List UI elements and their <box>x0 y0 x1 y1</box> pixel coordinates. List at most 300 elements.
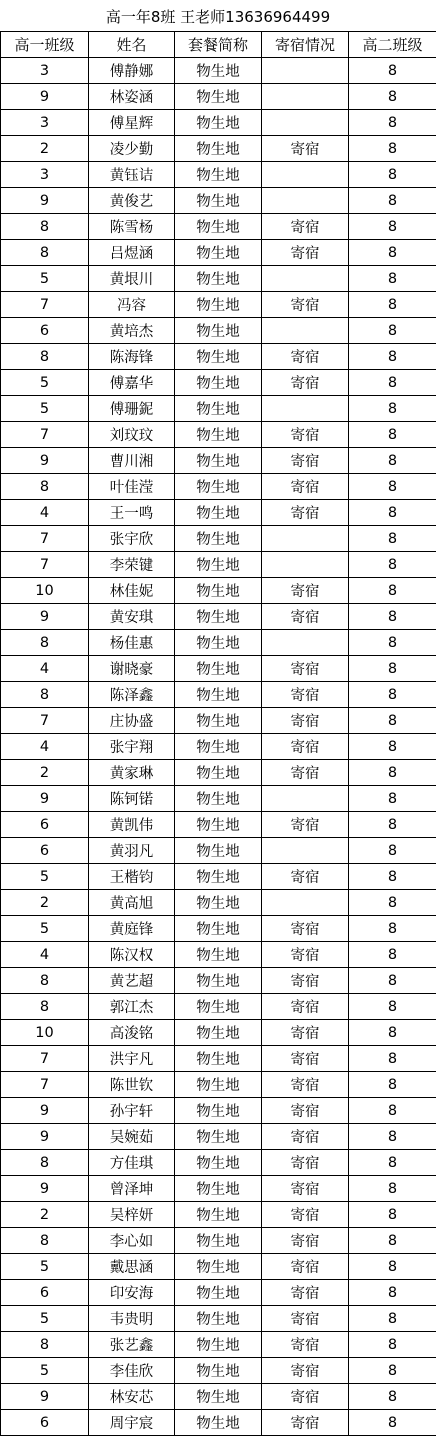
subject-combo-cell[interactable]: 物生地 <box>175 890 262 916</box>
name-cell[interactable]: 黄艺超 <box>89 968 175 994</box>
subject-combo-cell[interactable]: 物生地 <box>175 318 262 344</box>
name-cell[interactable]: 陈钶锘 <box>89 786 175 812</box>
grade2-class-cell[interactable]: 8 <box>349 1046 436 1072</box>
grade2-class-cell[interactable]: 8 <box>349 552 436 578</box>
name-cell[interactable]: 刘玟玟 <box>89 422 175 448</box>
grade2-class-cell[interactable]: 8 <box>349 968 436 994</box>
grade2-class-cell[interactable]: 8 <box>349 942 436 968</box>
subject-combo-cell[interactable]: 物生地 <box>175 604 262 630</box>
subject-combo-cell[interactable]: 物生地 <box>175 1176 262 1202</box>
grade1-class-cell[interactable]: 2 <box>1 760 89 786</box>
table-row <box>1 1280 436 1306</box>
grade1-class-cell[interactable]: 9 <box>1 1124 89 1150</box>
table-row <box>1 1306 436 1332</box>
grade1-class-cell[interactable]: 8 <box>1 682 89 708</box>
boarding-status-cell[interactable]: 寄宿 <box>262 916 349 942</box>
boarding-status-cell[interactable]: 寄宿 <box>262 812 349 838</box>
grade2-class-cell[interactable]: 8 <box>349 84 436 110</box>
name-cell[interactable]: 王一鸣 <box>89 500 175 526</box>
grade1-class-cell[interactable]: 9 <box>1 1384 89 1410</box>
boarding-status-cell[interactable]: 寄宿 <box>262 1228 349 1254</box>
table-row <box>1 396 436 422</box>
grade1-class-cell[interactable]: 8 <box>1 240 89 266</box>
name-cell[interactable]: 吴婉茹 <box>89 1124 175 1150</box>
grade2-class-cell[interactable]: 8 <box>349 1098 436 1124</box>
subject-combo-cell[interactable]: 物生地 <box>175 708 262 734</box>
grade2-class-cell[interactable]: 8 <box>349 1332 436 1358</box>
table-row <box>1 474 436 500</box>
grade2-class-cell[interactable]: 8 <box>349 734 436 760</box>
grade2-class-cell[interactable]: 8 <box>349 318 436 344</box>
subject-combo-cell[interactable]: 物生地 <box>175 266 262 292</box>
grade1-class-cell[interactable]: 9 <box>1 1176 89 1202</box>
boarding-status-cell[interactable] <box>262 396 349 422</box>
name-cell[interactable]: 吴梓妍 <box>89 1202 175 1228</box>
grade1-class-cell[interactable]: 9 <box>1 84 89 110</box>
grade1-class-cell[interactable]: 10 <box>1 578 89 604</box>
grade2-class-cell[interactable]: 8 <box>349 136 436 162</box>
table-row <box>1 370 436 396</box>
boarding-status-cell[interactable]: 寄宿 <box>262 474 349 500</box>
grade1-class-cell[interactable]: 5 <box>1 864 89 890</box>
grade2-class-cell[interactable]: 8 <box>349 1202 436 1228</box>
boarding-status-cell[interactable]: 寄宿 <box>262 344 349 370</box>
grade2-class-cell[interactable]: 8 <box>349 1228 436 1254</box>
boarding-status-cell[interactable]: 寄宿 <box>262 968 349 994</box>
grade1-class-cell[interactable]: 7 <box>1 422 89 448</box>
name-cell[interactable]: 郭江杰 <box>89 994 175 1020</box>
grade1-class-cell[interactable]: 8 <box>1 994 89 1020</box>
subject-combo-cell[interactable]: 物生地 <box>175 786 262 812</box>
grade1-class-cell[interactable]: 7 <box>1 292 89 318</box>
grade2-class-cell[interactable]: 8 <box>349 1410 436 1436</box>
grade2-class-cell[interactable]: 8 <box>349 630 436 656</box>
name-cell[interactable]: 李佳欣 <box>89 1358 175 1384</box>
name-cell[interactable]: 曾泽坤 <box>89 1176 175 1202</box>
boarding-status-cell[interactable]: 寄宿 <box>262 1020 349 1046</box>
grade2-class-cell[interactable]: 8 <box>349 396 436 422</box>
boarding-status-cell[interactable]: 寄宿 <box>262 292 349 318</box>
table-row <box>1 604 436 630</box>
header-grade2-class: 高二班级 <box>349 32 436 58</box>
boarding-status-cell[interactable]: 寄宿 <box>262 1176 349 1202</box>
boarding-status-cell[interactable]: 寄宿 <box>262 1046 349 1072</box>
subject-combo-cell[interactable]: 物生地 <box>175 1358 262 1384</box>
subject-combo-cell[interactable]: 物生地 <box>175 110 262 136</box>
subject-combo-cell[interactable]: 物生地 <box>175 188 262 214</box>
grade1-class-cell[interactable]: 8 <box>1 1228 89 1254</box>
name-cell[interactable]: 黄凯伟 <box>89 812 175 838</box>
grade1-class-cell[interactable]: 3 <box>1 110 89 136</box>
subject-combo-cell[interactable]: 物生地 <box>175 1046 262 1072</box>
boarding-status-cell[interactable]: 寄宿 <box>262 578 349 604</box>
grade2-class-cell[interactable]: 8 <box>349 1280 436 1306</box>
name-cell[interactable]: 庄协盛 <box>89 708 175 734</box>
grade1-class-cell[interactable]: 4 <box>1 942 89 968</box>
grade2-class-cell[interactable]: 8 <box>349 1020 436 1046</box>
name-cell[interactable]: 黄培杰 <box>89 318 175 344</box>
subject-combo-cell[interactable]: 物生地 <box>175 1072 262 1098</box>
grade2-class-cell[interactable]: 8 <box>349 500 436 526</box>
grade1-class-cell[interactable]: 10 <box>1 1020 89 1046</box>
name-cell[interactable]: 王楷钧 <box>89 864 175 890</box>
grade2-class-cell[interactable]: 8 <box>349 1358 436 1384</box>
subject-combo-cell[interactable]: 物生地 <box>175 734 262 760</box>
grade1-class-cell[interactable]: 2 <box>1 1202 89 1228</box>
boarding-status-cell[interactable]: 寄宿 <box>262 1384 349 1410</box>
name-cell[interactable]: 张艺鑫 <box>89 1332 175 1358</box>
subject-combo-cell[interactable]: 物生地 <box>175 1254 262 1280</box>
subject-combo-cell[interactable]: 物生地 <box>175 1228 262 1254</box>
grade2-class-cell[interactable]: 8 <box>349 162 436 188</box>
boarding-status-cell[interactable] <box>262 162 349 188</box>
boarding-status-cell[interactable]: 寄宿 <box>262 656 349 682</box>
subject-combo-cell[interactable]: 物生地 <box>175 552 262 578</box>
grade1-class-cell[interactable]: 7 <box>1 1046 89 1072</box>
boarding-status-cell[interactable] <box>262 526 349 552</box>
grade1-class-cell[interactable]: 6 <box>1 318 89 344</box>
grade2-class-cell[interactable]: 8 <box>349 760 436 786</box>
name-cell[interactable]: 方佳琪 <box>89 1150 175 1176</box>
name-cell[interactable]: 周宇宸 <box>89 1410 175 1436</box>
grade1-class-cell[interactable]: 8 <box>1 214 89 240</box>
grade2-class-cell[interactable]: 8 <box>349 864 436 890</box>
subject-combo-cell[interactable]: 物生地 <box>175 1202 262 1228</box>
grade1-class-cell[interactable]: 5 <box>1 1254 89 1280</box>
grade1-class-cell[interactable]: 9 <box>1 188 89 214</box>
subject-combo-cell[interactable]: 物生地 <box>175 1150 262 1176</box>
name-cell[interactable]: 黄羽凡 <box>89 838 175 864</box>
subject-combo-cell[interactable]: 物生地 <box>175 292 262 318</box>
name-cell[interactable]: 陈雪杨 <box>89 214 175 240</box>
boarding-status-cell[interactable] <box>262 786 349 812</box>
grade2-class-cell[interactable]: 8 <box>349 214 436 240</box>
grade2-class-cell[interactable]: 8 <box>349 890 436 916</box>
grade1-class-cell[interactable]: 8 <box>1 968 89 994</box>
boarding-status-cell[interactable] <box>262 58 349 84</box>
name-cell[interactable]: 李荣键 <box>89 552 175 578</box>
boarding-status-cell[interactable]: 寄宿 <box>262 734 349 760</box>
grade1-class-cell[interactable]: 5 <box>1 1358 89 1384</box>
subject-combo-cell[interactable]: 物生地 <box>175 916 262 942</box>
grade2-class-cell[interactable]: 8 <box>349 344 436 370</box>
subject-combo-cell[interactable]: 物生地 <box>175 214 262 240</box>
subject-combo-cell[interactable]: 物生地 <box>175 812 262 838</box>
grade2-class-cell[interactable]: 8 <box>349 604 436 630</box>
grade1-class-cell[interactable]: 4 <box>1 500 89 526</box>
name-cell[interactable]: 傅珊鈮 <box>89 396 175 422</box>
subject-combo-cell[interactable]: 物生地 <box>175 1020 262 1046</box>
boarding-status-cell[interactable]: 寄宿 <box>262 760 349 786</box>
table-row <box>1 630 436 656</box>
name-cell[interactable]: 黄庭锋 <box>89 916 175 942</box>
table-row <box>1 1358 436 1384</box>
subject-combo-cell[interactable]: 物生地 <box>175 240 262 266</box>
grade2-class-cell[interactable]: 8 <box>349 682 436 708</box>
name-cell[interactable]: 黄安琪 <box>89 604 175 630</box>
subject-combo-cell[interactable]: 物生地 <box>175 422 262 448</box>
subject-combo-cell[interactable]: 物生地 <box>175 1306 262 1332</box>
table-row <box>1 500 436 526</box>
boarding-status-cell[interactable]: 寄宿 <box>262 708 349 734</box>
grade2-class-cell[interactable]: 8 <box>349 1124 436 1150</box>
subject-combo-cell[interactable]: 物生地 <box>175 838 262 864</box>
grade2-class-cell[interactable]: 8 <box>349 1176 436 1202</box>
subject-combo-cell[interactable]: 物生地 <box>175 760 262 786</box>
table-row <box>1 864 436 890</box>
boarding-status-cell[interactable] <box>262 838 349 864</box>
name-cell[interactable]: 林姿涵 <box>89 84 175 110</box>
table-row <box>1 968 436 994</box>
table-row <box>1 1020 436 1046</box>
grade2-class-cell[interactable]: 8 <box>349 526 436 552</box>
table-row <box>1 188 436 214</box>
subject-combo-cell[interactable]: 物生地 <box>175 1124 262 1150</box>
table-row <box>1 1254 436 1280</box>
grade1-class-cell[interactable]: 8 <box>1 344 89 370</box>
grade2-class-cell[interactable]: 8 <box>349 812 436 838</box>
grade1-class-cell[interactable]: 7 <box>1 526 89 552</box>
subject-combo-cell[interactable]: 物生地 <box>175 942 262 968</box>
name-cell[interactable]: 黄家琳 <box>89 760 175 786</box>
name-cell[interactable]: 冯容 <box>89 292 175 318</box>
table-row <box>1 760 436 786</box>
boarding-status-cell[interactable]: 寄宿 <box>262 942 349 968</box>
name-cell[interactable]: 洪宇凡 <box>89 1046 175 1072</box>
boarding-status-cell[interactable]: 寄宿 <box>262 1150 349 1176</box>
grade2-class-cell[interactable]: 8 <box>349 448 436 474</box>
table-row <box>1 448 436 474</box>
grade1-class-cell[interactable]: 7 <box>1 552 89 578</box>
grade1-class-cell[interactable]: 4 <box>1 734 89 760</box>
name-cell[interactable]: 韦贵明 <box>89 1306 175 1332</box>
subject-combo-cell[interactable]: 物生地 <box>175 994 262 1020</box>
name-cell[interactable]: 陈汉权 <box>89 942 175 968</box>
boarding-status-cell[interactable]: 寄宿 <box>262 240 349 266</box>
boarding-status-cell[interactable] <box>262 84 349 110</box>
name-cell[interactable]: 曹川湘 <box>89 448 175 474</box>
table-row <box>1 58 436 84</box>
boarding-status-cell[interactable]: 寄宿 <box>262 1202 349 1228</box>
grade2-class-cell[interactable]: 8 <box>349 916 436 942</box>
name-cell[interactable]: 黄钰诘 <box>89 162 175 188</box>
subject-combo-cell[interactable]: 物生地 <box>175 344 262 370</box>
grade2-class-cell[interactable]: 8 <box>349 994 436 1020</box>
boarding-status-cell[interactable]: 寄宿 <box>262 1306 349 1332</box>
boarding-status-cell[interactable] <box>262 890 349 916</box>
grade1-class-cell[interactable]: 3 <box>1 162 89 188</box>
grade1-class-cell[interactable]: 4 <box>1 656 89 682</box>
grade2-class-cell[interactable]: 8 <box>349 292 436 318</box>
grade1-class-cell[interactable]: 5 <box>1 370 89 396</box>
grade2-class-cell[interactable]: 8 <box>349 708 436 734</box>
grade2-class-cell[interactable]: 8 <box>349 422 436 448</box>
name-cell[interactable]: 杨佳惠 <box>89 630 175 656</box>
name-cell[interactable]: 黄垠川 <box>89 266 175 292</box>
table-row <box>1 292 436 318</box>
table-row <box>1 266 436 292</box>
name-cell[interactable]: 林佳妮 <box>89 578 175 604</box>
grade2-class-cell[interactable]: 8 <box>349 188 436 214</box>
boarding-status-cell[interactable]: 寄宿 <box>262 1098 349 1124</box>
boarding-status-cell[interactable]: 寄宿 <box>262 1358 349 1384</box>
table-row <box>1 1124 436 1150</box>
subject-combo-cell[interactable]: 物生地 <box>175 1098 262 1124</box>
boarding-status-cell[interactable] <box>262 552 349 578</box>
grade1-class-cell[interactable]: 5 <box>1 266 89 292</box>
boarding-status-cell[interactable] <box>262 110 349 136</box>
boarding-status-cell[interactable]: 寄宿 <box>262 1280 349 1306</box>
table-row <box>1 1228 436 1254</box>
boarding-status-cell[interactable]: 寄宿 <box>262 1332 349 1358</box>
grade1-class-cell[interactable]: 2 <box>1 136 89 162</box>
boarding-status-cell[interactable] <box>262 318 349 344</box>
table-row <box>1 994 436 1020</box>
boarding-status-cell[interactable]: 寄宿 <box>262 864 349 890</box>
grade2-class-cell[interactable]: 8 <box>349 1150 436 1176</box>
grade2-class-cell[interactable]: 8 <box>349 656 436 682</box>
boarding-status-cell[interactable]: 寄宿 <box>262 1072 349 1098</box>
header-row <box>1 32 436 58</box>
name-cell[interactable]: 孙宇轩 <box>89 1098 175 1124</box>
grade1-class-cell[interactable]: 5 <box>1 396 89 422</box>
subject-combo-cell[interactable]: 物生地 <box>175 1280 262 1306</box>
table-row <box>1 136 436 162</box>
grade2-class-cell[interactable]: 8 <box>349 578 436 604</box>
grade2-class-cell[interactable]: 8 <box>349 240 436 266</box>
grade1-class-cell[interactable]: 5 <box>1 1306 89 1332</box>
name-cell[interactable]: 陈海锋 <box>89 344 175 370</box>
table-row <box>1 916 436 942</box>
subject-combo-cell[interactable]: 物生地 <box>175 630 262 656</box>
name-cell[interactable]: 张宇翔 <box>89 734 175 760</box>
boarding-status-cell[interactable]: 寄宿 <box>262 682 349 708</box>
subject-combo-cell[interactable]: 物生地 <box>175 1332 262 1358</box>
name-cell[interactable]: 印安海 <box>89 1280 175 1306</box>
grade1-class-cell[interactable]: 8 <box>1 630 89 656</box>
name-cell[interactable]: 张宇欣 <box>89 526 175 552</box>
boarding-status-cell[interactable]: 寄宿 <box>262 422 349 448</box>
boarding-status-cell[interactable]: 寄宿 <box>262 370 349 396</box>
subject-combo-cell[interactable]: 物生地 <box>175 500 262 526</box>
subject-combo-cell[interactable]: 物生地 <box>175 136 262 162</box>
boarding-status-cell[interactable]: 寄宿 <box>262 1410 349 1436</box>
boarding-status-cell[interactable]: 寄宿 <box>262 994 349 1020</box>
grade1-class-cell[interactable]: 9 <box>1 604 89 630</box>
grade2-class-cell[interactable]: 8 <box>349 266 436 292</box>
grade1-class-cell[interactable]: 7 <box>1 1072 89 1098</box>
name-cell[interactable]: 李心如 <box>89 1228 175 1254</box>
grade2-class-cell[interactable]: 8 <box>349 1306 436 1332</box>
subject-combo-cell[interactable]: 物生地 <box>175 864 262 890</box>
subject-combo-cell[interactable]: 物生地 <box>175 58 262 84</box>
subject-combo-cell[interactable]: 物生地 <box>175 578 262 604</box>
name-cell[interactable]: 傅星辉 <box>89 110 175 136</box>
boarding-status-cell[interactable]: 寄宿 <box>262 136 349 162</box>
subject-combo-cell[interactable]: 物生地 <box>175 162 262 188</box>
grade1-class-cell[interactable]: 6 <box>1 1280 89 1306</box>
table-row <box>1 1150 436 1176</box>
grade1-class-cell[interactable]: 6 <box>1 812 89 838</box>
subject-combo-cell[interactable]: 物生地 <box>175 370 262 396</box>
name-cell[interactable]: 傅嘉华 <box>89 370 175 396</box>
name-cell[interactable]: 陈泽鑫 <box>89 682 175 708</box>
table-row <box>1 1046 436 1072</box>
boarding-status-cell[interactable]: 寄宿 <box>262 448 349 474</box>
subject-combo-cell[interactable]: 物生地 <box>175 526 262 552</box>
grade1-class-cell[interactable]: 9 <box>1 1098 89 1124</box>
grade1-class-cell[interactable]: 7 <box>1 708 89 734</box>
grade2-class-cell[interactable]: 8 <box>349 786 436 812</box>
subject-combo-cell[interactable]: 物生地 <box>175 84 262 110</box>
grade1-class-cell[interactable]: 8 <box>1 1332 89 1358</box>
subject-combo-cell[interactable]: 物生地 <box>175 682 262 708</box>
table-row <box>1 838 436 864</box>
boarding-status-cell[interactable]: 寄宿 <box>262 214 349 240</box>
name-cell[interactable]: 林安芯 <box>89 1384 175 1410</box>
table-row <box>1 682 436 708</box>
boarding-status-cell[interactable] <box>262 188 349 214</box>
grade1-class-cell[interactable]: 5 <box>1 916 89 942</box>
grade2-class-cell[interactable]: 8 <box>349 838 436 864</box>
table-row <box>1 552 436 578</box>
grade1-class-cell[interactable]: 9 <box>1 786 89 812</box>
name-cell[interactable]: 凌少勤 <box>89 136 175 162</box>
grade1-class-cell[interactable]: 2 <box>1 890 89 916</box>
name-cell[interactable]: 戴思涵 <box>89 1254 175 1280</box>
name-cell[interactable]: 叶佳滢 <box>89 474 175 500</box>
subject-combo-cell[interactable]: 物生地 <box>175 396 262 422</box>
name-cell[interactable]: 黄高旭 <box>89 890 175 916</box>
grade1-class-cell[interactable]: 8 <box>1 474 89 500</box>
boarding-status-cell[interactable]: 寄宿 <box>262 1124 349 1150</box>
grade1-class-cell[interactable]: 6 <box>1 838 89 864</box>
boarding-status-cell[interactable] <box>262 630 349 656</box>
name-cell[interactable]: 高浚铭 <box>89 1020 175 1046</box>
grade2-class-cell[interactable]: 8 <box>349 1254 436 1280</box>
subject-combo-cell[interactable]: 物生地 <box>175 1384 262 1410</box>
subject-combo-cell[interactable]: 物生地 <box>175 1410 262 1436</box>
grade2-class-cell[interactable]: 8 <box>349 370 436 396</box>
name-cell[interactable]: 谢晓豪 <box>89 656 175 682</box>
grade2-class-cell[interactable]: 8 <box>349 110 436 136</box>
grade2-class-cell[interactable]: 8 <box>349 1384 436 1410</box>
grade2-class-cell[interactable]: 8 <box>349 58 436 84</box>
subject-combo-cell[interactable]: 物生地 <box>175 474 262 500</box>
subject-combo-cell[interactable]: 物生地 <box>175 448 262 474</box>
grade1-class-cell[interactable]: 9 <box>1 448 89 474</box>
table-row <box>1 1410 436 1436</box>
table-body <box>1 58 436 1436</box>
grade1-class-cell[interactable]: 6 <box>1 1410 89 1436</box>
subject-combo-cell[interactable]: 物生地 <box>175 968 262 994</box>
table-row <box>1 890 436 916</box>
boarding-status-cell[interactable]: 寄宿 <box>262 1254 349 1280</box>
name-cell[interactable]: 陈世钦 <box>89 1072 175 1098</box>
grade2-class-cell[interactable]: 8 <box>349 474 436 500</box>
grade1-class-cell[interactable]: 3 <box>1 58 89 84</box>
boarding-status-cell[interactable] <box>262 266 349 292</box>
table-row <box>1 1332 436 1358</box>
subject-combo-cell[interactable]: 物生地 <box>175 656 262 682</box>
grade2-class-cell[interactable]: 8 <box>349 1072 436 1098</box>
boarding-status-cell[interactable]: 寄宿 <box>262 500 349 526</box>
grade1-class-cell[interactable]: 8 <box>1 1150 89 1176</box>
name-cell[interactable]: 黄俊艺 <box>89 188 175 214</box>
boarding-status-cell[interactable]: 寄宿 <box>262 604 349 630</box>
name-cell[interactable]: 吕煜涵 <box>89 240 175 266</box>
name-cell[interactable]: 傅静娜 <box>89 58 175 84</box>
